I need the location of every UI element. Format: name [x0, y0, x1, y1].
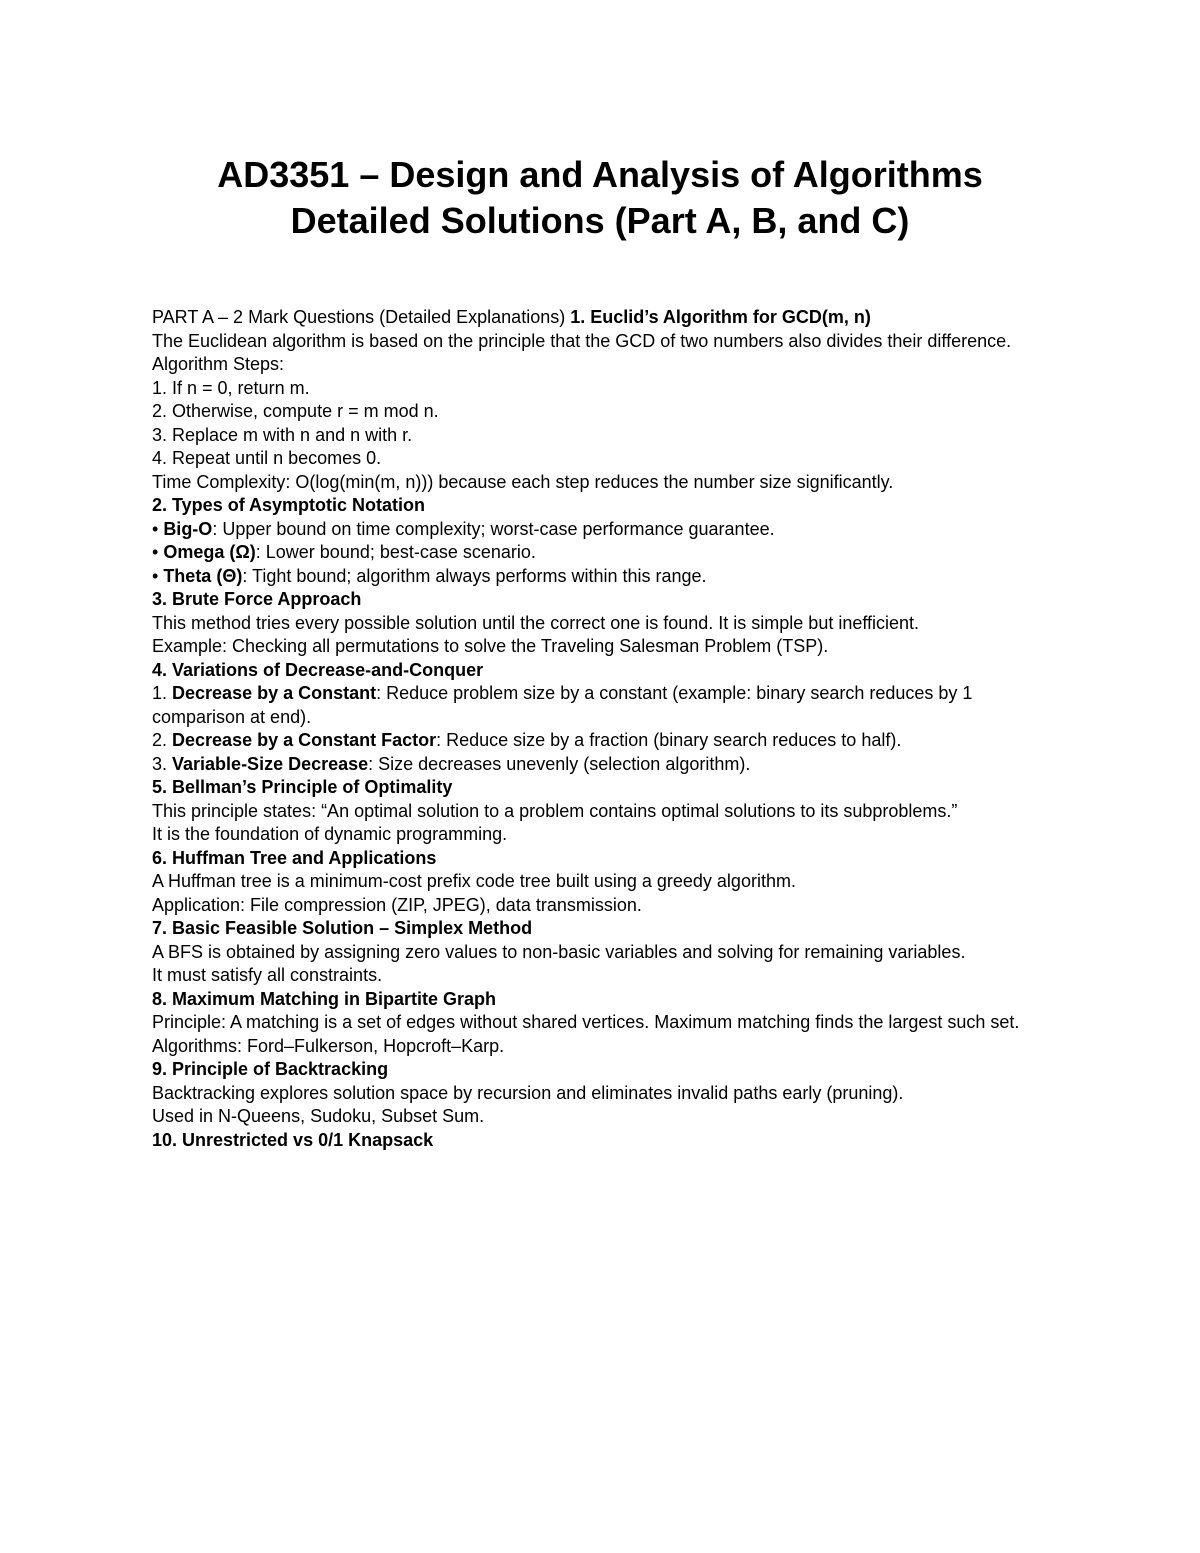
- section-7-heading: 7. Basic Feasible Solution – Simplex Method: [152, 918, 533, 938]
- description: : Reduce size by a fraction (binary search reduces to half).: [436, 730, 902, 750]
- section-7: [152, 917, 1052, 988]
- number: 2.: [152, 730, 173, 750]
- description: : Tight bound; algorithm always performs within this range.: [242, 565, 707, 586]
- list-item: [152, 541, 1052, 565]
- section-7-line-1: A BFS is obtained by assigning zero values to non-basic variables and solving for remaining variables.: [152, 941, 966, 962]
- part-a-intro: PART A – 2 Mark Questions (Detailed Explanations): [152, 307, 571, 327]
- document-body: [152, 306, 1052, 1152]
- term: Decrease by a Constant Factor: [172, 730, 437, 750]
- section-6-line-1: A Huffman tree is a minimum-cost prefix code tree built using a greedy algorithm.: [152, 871, 796, 891]
- section-4-heading: 4. Variations of Decrease-and-Conquer: [152, 659, 484, 680]
- section-1-text: The Euclidean algorithm is based on the principle that the GCD of two numbers also divides their difference. Algorithm Steps:: [152, 330, 1012, 374]
- section-8: [152, 988, 1052, 1059]
- section-10: [152, 1129, 1052, 1153]
- section-3-line-1: This method tries every possible solution until the correct one is found. It is simple but inefficient.: [152, 612, 920, 633]
- section-9-heading: 9. Principle of Backtracking: [152, 1059, 389, 1079]
- section-8-line-2: Algorithms: Ford–Fulkerson, Hopcroft–Karp.: [152, 1035, 505, 1056]
- section-2: [152, 494, 1052, 588]
- term: Decrease by a Constant: [172, 683, 377, 703]
- section-9-line-1: Backtracking explores solution space by recursion and eliminates invalid paths early (pruning).: [152, 1082, 904, 1103]
- number: 3.: [152, 753, 173, 774]
- section-5-heading: 5. Bellman’s Principle of Optimality: [152, 777, 453, 797]
- section-5-line-2: It is the foundation of dynamic programming.: [152, 824, 508, 844]
- document-title: [0, 152, 1200, 244]
- description: : Lower bound; best-case scenario.: [255, 542, 536, 562]
- section-1-heading: 1. Euclid’s Algorithm for GCD(m, n): [570, 307, 871, 327]
- list-item: [152, 682, 1052, 729]
- section-9: [152, 1058, 1052, 1129]
- section-1-complexity: Time Complexity: O(log(min(m, n))) because each step reduces the number size significantly.: [152, 471, 894, 492]
- description: : Reduce problem size by a constant (example: binary search reduces by 1 comparison at end).: [152, 683, 973, 727]
- list-item: [152, 753, 1052, 777]
- section-1: [152, 306, 1052, 494]
- list-item: [152, 729, 1052, 753]
- term: Theta (Θ): [163, 565, 243, 586]
- list-item: [152, 518, 1052, 542]
- section-8-line-1: Principle: A matching is a set of edges without shared vertices. Maximum matching finds the largest such set.: [152, 1012, 1020, 1032]
- section-6-heading: 6. Huffman Tree and Applications: [152, 847, 437, 868]
- section-9-line-2: Used in N-Queens, Sudoku, Subset Sum.: [152, 1106, 485, 1126]
- description: : Size decreases unevenly (selection algorithm).: [368, 753, 751, 774]
- bullet: •: [152, 542, 164, 562]
- title-line-1: AD3351 – Design and Analysis of Algorithms: [217, 154, 983, 195]
- term: Omega (Ω): [163, 542, 256, 562]
- step-item: 4. Repeat until n becomes 0.: [152, 448, 382, 468]
- title-line-2: Detailed Solutions (Part A, B, and C): [290, 200, 910, 241]
- step-item: 1. If n = 0, return m.: [152, 377, 310, 398]
- section-8-heading: 8. Maximum Matching in Bipartite Graph: [152, 988, 497, 1009]
- section-6-line-2: Application: File compression (ZIP, JPEG), data transmission.: [152, 894, 642, 915]
- list-item: [152, 565, 1052, 589]
- step-item: 3. Replace m with n and n with r.: [152, 424, 413, 445]
- term: Big-O: [163, 518, 213, 539]
- section-6: [152, 847, 1052, 918]
- section-5: [152, 776, 1052, 847]
- section-7-line-2: It must satisfy all constraints.: [152, 965, 383, 985]
- bullet: •: [152, 518, 164, 539]
- section-2-heading: 2. Types of Asymptotic Notation: [152, 495, 426, 515]
- section-1-heading-line: [152, 306, 1052, 330]
- section-4: [152, 659, 1052, 777]
- bullet: •: [152, 565, 164, 586]
- term: Variable-Size Decrease: [172, 753, 369, 774]
- section-5-line-1: This principle states: “An optimal solution to a problem contains optimal solutions to its subproblems.”: [152, 800, 958, 821]
- section-3-heading: 3. Brute Force Approach: [152, 589, 362, 609]
- number: 1.: [152, 683, 173, 703]
- description: : Upper bound on time complexity; worst-case performance guarantee.: [212, 518, 775, 539]
- section-10-heading: 10. Unrestricted vs 0/1 Knapsack: [152, 1129, 434, 1150]
- section-3: [152, 588, 1052, 659]
- section-3-line-2: Example: Checking all permutations to solve the Traveling Salesman Problem (TSP).: [152, 636, 829, 656]
- step-item: 2. Otherwise, compute r = m mod n.: [152, 401, 439, 421]
